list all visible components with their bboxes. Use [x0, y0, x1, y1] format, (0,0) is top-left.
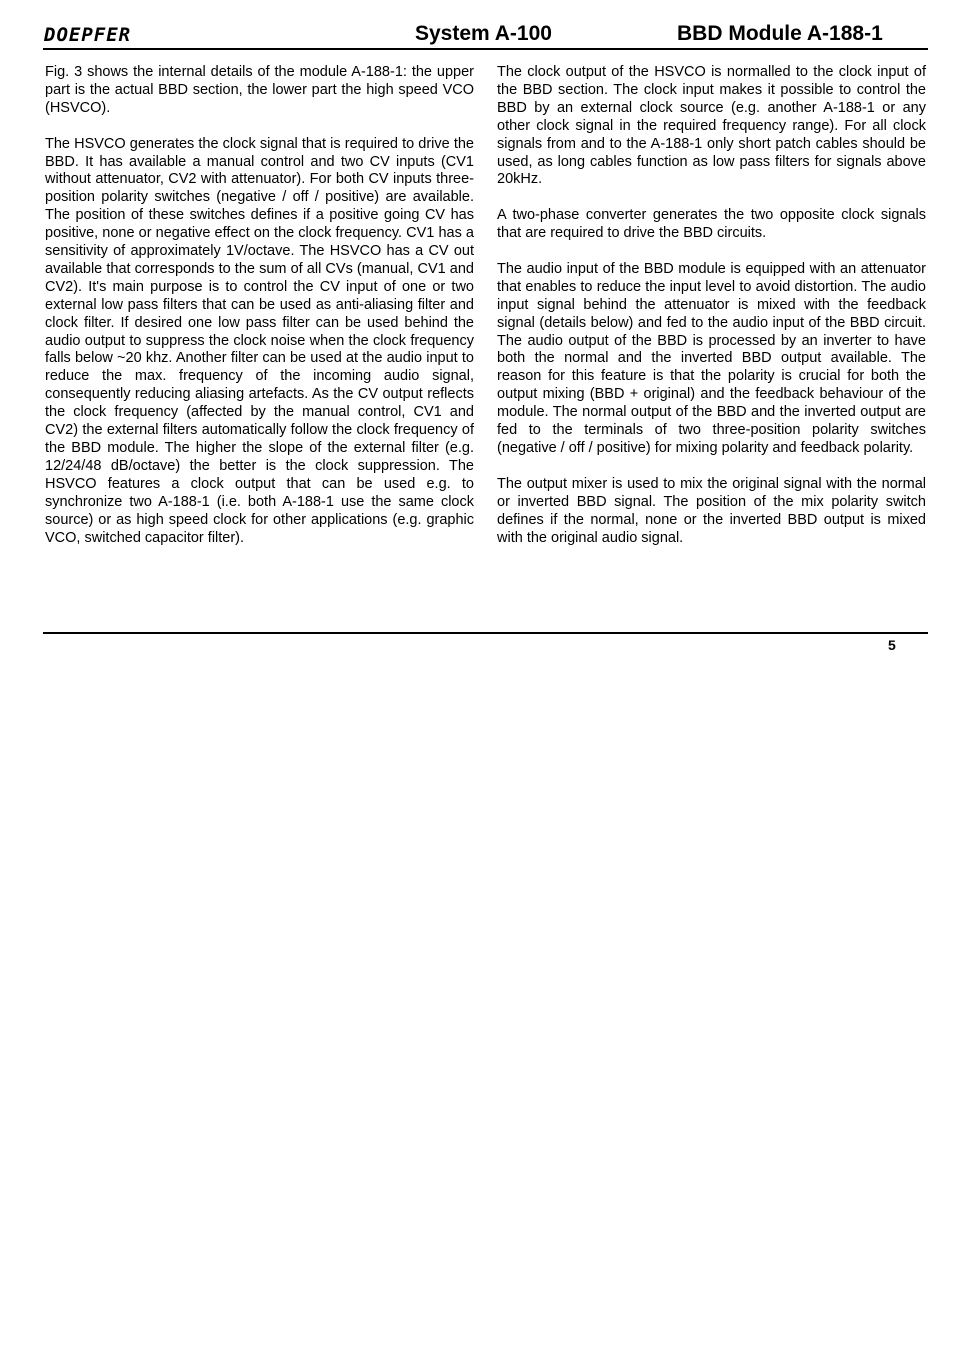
page-header: [43, 20, 928, 50]
paragraph-two-phase-converter: A two-phase converter generates the two opposite clock signals that are required to drive the BBD circuits.: [497, 207, 926, 242]
doepfer-logo: DOEPFER: [44, 24, 132, 46]
footer-divider: [43, 632, 928, 634]
module-title: BBD Module A-188-1: [677, 22, 883, 45]
paragraph-audio-input: The audio input of the BBD module is equipped with an attenuator that enables to reduce the input level to avoid distortion. The audio input signal behind the attenuator is mixed with the feedback signal (details below) and fed to the audio input of the BBD circuit. The audio output of the BBD is processed by an inverter to have both the normal and the inverted BBD output available. The reason for this feature is that the polarity is crucial for both the output mixing (BBD + original) and the feedback behaviour of the module. The normal output of the BBD and the inverted output are fed to the terminals of two three-position polarity switches (negative / off / positive) for mixing polarity and feedback polarity.: [497, 260, 926, 456]
paragraph-clock-output: The clock output of the HSVCO is normalled to the clock input of the BBD section. The clock input makes it possible to control the BBD by an external clock source (e.g. another A-188-1 or any other clock signal in the required frequency range). For all clock signals from and to the A-188-1 only short patch cables should be used, as long cables function as low pass filters for signals above 20kHz.: [497, 64, 926, 188]
paragraph-output-mixer: The output mixer is used to mix the original signal with the normal or inverted BBD signal. The position of the mix polarity switch defines if the normal, none or the inverted BBD output is mixed with the original audio signal.: [497, 475, 926, 546]
left-column: [45, 64, 474, 565]
paragraph-hsvco: The HSVCO generates the clock signal that is required to drive the BBD. It has available a manual control and two CV inputs (CV1 without attenuator, CV2 with attenuator). For both CV inputs three-position polarity switches (negative / off / positive) are available. The position of these switches defines if a positive going CV has positive, none or negative effect on the clock frequency. CV1 has a sensitivity of approximately 1V/octave. The HSVCO has a CV out available that corresponds to the sum of all CVs (manual, CV1 and CV2). It's main purpose is to control the CV input of one or two external low pass filters that can be used as anti-aliasing filter and clock filter. If desired one low pass filter can be used behind the audio output to suppress the clock noise when the clock frequency falls below ~20 khz. Another filter can be used at the audio input to reduce the max. frequency of the incoming audio signal, consequently reducing aliasing artefacts. As the CV output reflects the clock frequency (affected by the manual control, CV1 and CV2) the external filters automatically follow the clock frequency of the BBD module. The higher the slope of the external filter (e.g. 12/24/48 dB/octave) the better is the clock suppression. The HSVCO features a clock output that can be used e.g. to synchronize two A-188-1 (i.e. both A-188-1 use the same clock source) or as high speed clock for other applications (e.g. graphic VCO, switched capacitor filter).: [45, 135, 474, 546]
page-number: 5: [888, 637, 896, 653]
right-column: [497, 64, 926, 565]
paragraph-intro: Fig. 3 shows the internal details of the module A-188-1: the upper part is the actual BBD section, the lower part the high speed VCO (HSVCO).: [45, 64, 474, 116]
system-title: System A-100: [415, 22, 552, 45]
